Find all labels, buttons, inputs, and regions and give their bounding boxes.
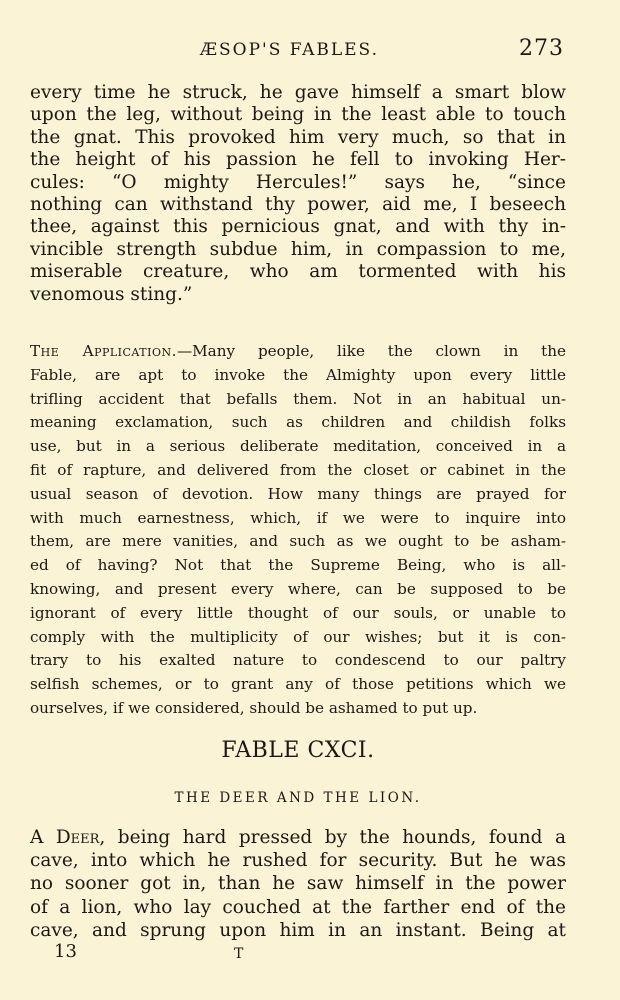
application-line: ignorant of every little thought of our souls, or unable to: [30, 603, 566, 622]
application-line: them, are mere vanities, and such as we ought to be asham-: [30, 532, 566, 551]
signature-number: 13: [54, 941, 77, 962]
application-line: comply with the multiplicity of our wishes; but it is con-: [30, 627, 566, 646]
running-head: [30, 36, 566, 66]
story-first-line: [30, 826, 566, 849]
story-line: cave, into which he rushed for security. But he was: [30, 850, 566, 872]
story-line: of a lion, who lay couched at the farther end of the: [30, 896, 566, 918]
text-line: the gnat. This provoked him very much, so that in: [30, 126, 566, 148]
application-line: trifling accident that befalls them. Not in an habitual un-: [30, 389, 566, 408]
text-line: upon the leg, without being in the least able to touch: [30, 104, 566, 126]
application-line: with much earnestness, which, if we were to inquire into: [30, 508, 566, 527]
text-line: every time he struck, he gave himself a smart blow: [30, 82, 566, 103]
story-line: no sooner got in, than he saw himself in the power: [30, 873, 566, 895]
story-first-word: A Deer,: [30, 827, 106, 848]
application-first-line: [30, 340, 566, 364]
text-line: cules: “O mighty Hercules!” says he, “since: [30, 171, 566, 193]
application-line: ed of having? Not that the Supreme Being, who is all-: [30, 556, 566, 575]
application-line: usual season of devotion. How many things are prayed for: [30, 484, 566, 503]
signature-letter: T: [234, 946, 244, 962]
application-line: fit of rapture, and delivered from the closet or cabinet in the: [30, 460, 566, 479]
fable-number-heading: FABLE CXCI.: [221, 738, 375, 763]
running-title: ÆSOP'S FABLES.: [200, 40, 379, 60]
application-line: trary to his exalted nature to condescend to our paltry: [30, 651, 566, 670]
text-line: venomous sting.”: [30, 283, 193, 305]
continued-fable-text: [30, 82, 566, 306]
text-line: miserable creature, who am tormented with his: [30, 261, 566, 283]
text-line: the height of his passion he fell to invoking Her-: [30, 149, 566, 171]
application-line: ourselves, if we considered, should be ashamed to put up.: [30, 698, 478, 717]
story-line: cave, and sprung upon him in an instant. Being at: [30, 919, 566, 941]
application-label: The Application.: [30, 342, 177, 360]
application-line: use, but in a serious deliberate meditation, conceived in a: [30, 437, 566, 456]
fable-story-text: [30, 826, 566, 942]
application-line: knowing, and present every where, can be supposed to be: [30, 579, 566, 598]
application-line: selfish schemes, or to grant any of those petitions which we: [30, 675, 566, 694]
book-page: [30, 0, 566, 1000]
text-line: vincible strength subdue him, in compassion to me,: [30, 238, 566, 260]
text-line: nothing can withstand thy power, aid me, I beseech: [30, 194, 566, 216]
application-line: Fable, are apt to invoke the Almighty upon every little: [30, 365, 566, 384]
application-line: meaning exclamation, such as children and childish folks: [30, 413, 566, 432]
text-line: thee, against this pernicious gnat, and with thy in-: [30, 216, 566, 238]
story-line-rest: being hard pressed by the hounds, found a: [105, 827, 566, 848]
page-number: 273: [519, 36, 564, 61]
application-line-rest: —Many people, like the clown in the: [176, 342, 566, 360]
fable-title: THE DEER AND THE LION.: [174, 790, 422, 806]
application-section: [30, 340, 566, 721]
